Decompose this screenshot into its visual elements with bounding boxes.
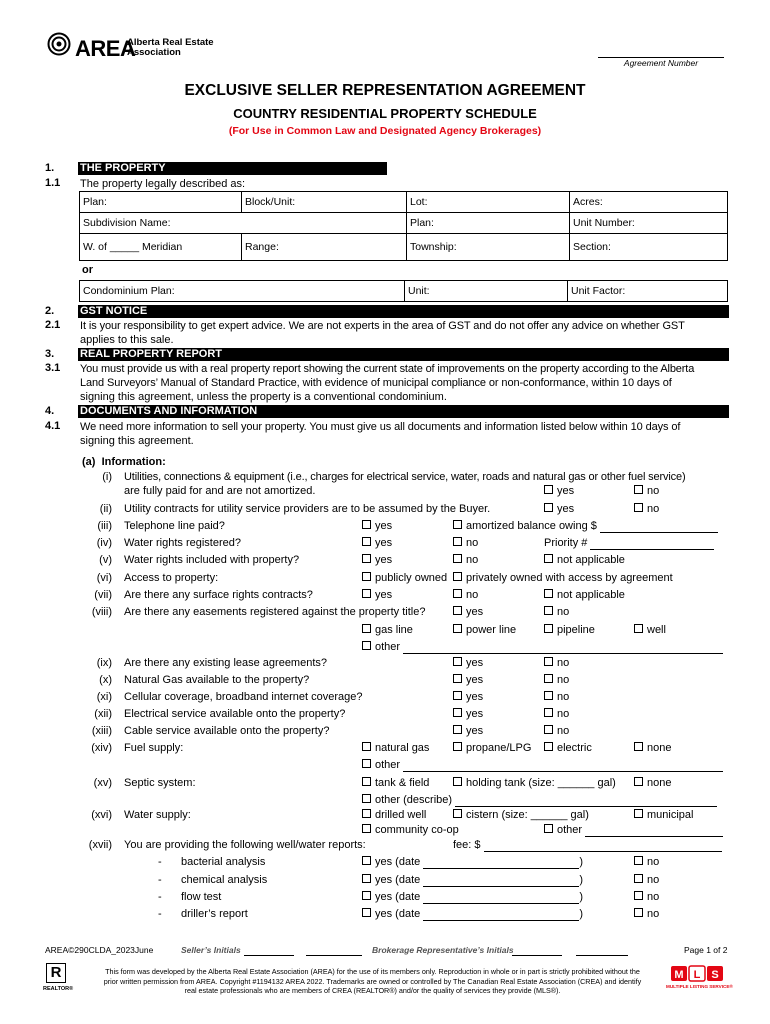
checkbox-icon (453, 742, 462, 751)
item-xvi-municipal-checkbox[interactable]: municipal (634, 808, 693, 822)
checkbox-icon (544, 554, 553, 563)
checkbox-icon (362, 572, 371, 581)
checkbox-icon (634, 503, 643, 512)
section-3-number: 3. (45, 348, 55, 360)
item-ii-number: (ii) (99, 503, 112, 515)
checkbox-icon (544, 674, 553, 683)
section-4-1-number: 4.1 (45, 420, 61, 432)
flow-test-date-blank[interactable] (423, 892, 579, 904)
report-flow-test-no-checkbox[interactable]: no (634, 890, 659, 904)
item-xii-no-checkbox[interactable]: no (544, 707, 569, 721)
item-xiv-number: (xiv) (91, 742, 112, 754)
report-chemical-yes-checkbox[interactable]: yes (date ) (362, 873, 583, 887)
document-title: EXCLUSIVE SELLER REPRESENTATION AGREEMENT (184, 82, 586, 99)
area-logo-text: AREA (75, 36, 136, 61)
document-usage-note: (For Use in Common Law and Designated Agency Brokerages) (228, 125, 542, 137)
item-v-number: (v) (99, 554, 112, 566)
item-viii-text: Are there any easements registered against the property title? (124, 606, 426, 618)
report-bacterial-no-checkbox[interactable]: no (634, 855, 659, 869)
checkbox-icon (453, 708, 462, 717)
item-i-text-line1: Utilities, connections & equipment (i.e., charges for electrical service, water, roads and natural gas or other fuel service) (124, 471, 686, 483)
township-field[interactable]: Township: (407, 234, 570, 261)
item-v-no-checkbox[interactable]: no (453, 553, 478, 567)
subdivision-name-field[interactable]: Subdivision Name: (80, 213, 407, 234)
seller-initials-blank-2[interactable] (306, 944, 362, 956)
item-vi-publicly-checkbox[interactable]: publicly owned (362, 571, 447, 585)
item-xiv-propane-checkbox[interactable]: propane/LPG (453, 741, 531, 755)
item-xv-text: Septic system: (124, 777, 196, 789)
report-flow-test-label: flow test (181, 891, 222, 903)
item-xv-number: (xv) (93, 777, 112, 789)
section-4-number: 4. (45, 405, 55, 417)
table-row (80, 213, 728, 234)
checkbox-icon (453, 624, 462, 633)
item-vii-not-applicable-checkbox[interactable]: not applicable (544, 588, 625, 602)
section-2-1-number: 2.1 (45, 319, 61, 331)
report-chemical-label: chemical analysis (181, 874, 268, 886)
checkbox-icon (453, 589, 462, 598)
bacterial-date-blank[interactable] (423, 857, 579, 869)
seller-initials-label: Seller’s Initials (181, 945, 241, 955)
item-xiv-none-checkbox[interactable]: none (634, 741, 671, 755)
checkbox-icon (544, 725, 553, 734)
report-drillers-no-checkbox[interactable]: no (634, 907, 659, 921)
section-2-title: GST NOTICE (78, 305, 729, 318)
report-bacterial-yes-checkbox[interactable]: yes (date ) (362, 855, 583, 869)
priority-blank[interactable] (590, 538, 714, 550)
report-drillers-yes-checkbox[interactable]: yes (date ) (362, 907, 583, 921)
range-field[interactable]: Range: (242, 234, 407, 261)
checkbox-icon (544, 657, 553, 666)
item-viii-number: (viii) (91, 606, 112, 618)
checkbox-icon (453, 572, 462, 581)
copyright-fine-print: This form was developed by the Alberta Real Estate Association (AREA) for the use of its members only. Reproduction in whole or in part is strictly prohibited without the prior written permission from AREA. Copyright #1194132 AREA 2022. Trademarks are owned or controlled by The Canadian Real Estate Association (CREA) and identify real estate professionals who are members of CREA (REALTOR®) and/or the quality of services they provide (MLS®). (103, 967, 642, 995)
checkbox-icon (634, 485, 643, 494)
checkbox-icon (362, 856, 371, 865)
item-xv-other-checkbox[interactable]: other (describe) (362, 793, 717, 807)
item-vii-yes-checkbox[interactable]: yes (362, 588, 392, 602)
item-ii-no-checkbox[interactable]: no (634, 502, 659, 516)
item-xiv-other-blank[interactable] (403, 760, 723, 772)
drillers-date-blank[interactable] (423, 909, 579, 921)
item-vii-no-checkbox[interactable]: no (453, 588, 478, 602)
item-viii-other-blank[interactable] (403, 642, 723, 654)
section-field[interactable]: Section: (570, 234, 728, 261)
checkbox-icon (362, 908, 371, 917)
item-viii-gas-line-checkbox[interactable]: gas line (362, 623, 413, 637)
item-xiv-other-checkbox[interactable]: other (362, 758, 723, 772)
mls-logo-caption: MULTIPLE LISTING SERVICE® (666, 984, 733, 989)
section-1-1-text: The property legally described as: (80, 178, 246, 190)
checkbox-icon (362, 809, 371, 818)
item-xi-no-checkbox[interactable]: no (544, 690, 569, 704)
item-ix-no-checkbox[interactable]: no (544, 656, 569, 670)
section-1-number: 1. (45, 162, 55, 174)
unit-field[interactable]: Unit: (405, 281, 568, 302)
checkbox-icon (362, 794, 371, 803)
item-vii-number: (vii) (94, 589, 112, 601)
fee-blank[interactable] (484, 840, 722, 852)
item-xiii-yes-checkbox[interactable]: yes (453, 724, 483, 738)
item-ix-text: Are there any existing lease agreements? (124, 657, 328, 669)
item-xiii-no-checkbox[interactable]: no (544, 724, 569, 738)
checkbox-icon (453, 777, 462, 786)
checkbox-icon (544, 485, 553, 494)
section-2-number: 2. (45, 305, 55, 317)
meridian-field[interactable]: W. of _____ Meridian (80, 234, 242, 261)
report-bullet: - (158, 908, 162, 920)
checkbox-icon (634, 809, 643, 818)
brokerage-initials-blank-2[interactable] (576, 944, 628, 956)
checkbox-icon (362, 554, 371, 563)
item-iv-number: (iv) (96, 537, 112, 549)
item-xi-text: Cellular coverage, broadband internet coverage? (124, 691, 363, 703)
section-2-1-text: It is your responsibility to get expert advice. We are not experts in the area of GST and do not offer any advice on whether GST applies to this sale. (80, 320, 685, 346)
report-bullet: - (158, 856, 162, 868)
checkbox-icon (544, 708, 553, 717)
checkbox-icon (362, 891, 371, 900)
checkbox-icon (453, 554, 462, 563)
agreement-number-label: Agreement Number (623, 58, 699, 68)
checkbox-icon (544, 742, 553, 751)
checkbox-icon (544, 503, 553, 512)
checkbox-icon (362, 641, 371, 650)
brokerage-initials-label: Brokerage Representative’s Initials (372, 945, 514, 955)
item-v-yes-checkbox[interactable]: yes (362, 553, 392, 567)
checkbox-icon (544, 691, 553, 700)
item-xv-tank-field-checkbox[interactable]: tank & field (362, 776, 429, 790)
checkbox-icon (362, 537, 371, 546)
plan-field[interactable]: Plan: (80, 192, 242, 213)
svg-text:M: M (674, 969, 684, 981)
area-logo-mark-icon (47, 32, 71, 56)
subsection-a-heading: (a) Information: (82, 456, 166, 468)
item-xvi-number: (xvi) (91, 809, 112, 821)
item-i-no-checkbox[interactable]: no (634, 484, 659, 498)
item-xvi-community-checkbox[interactable]: community co-op (362, 823, 459, 837)
checkbox-icon (453, 657, 462, 666)
item-x-text: Natural Gas available to the property? (124, 674, 310, 686)
document-subtitle: COUNTRY RESIDENTIAL PROPERTY SCHEDULE (233, 106, 537, 121)
item-v-not-applicable-checkbox[interactable]: not applicable (544, 553, 625, 567)
form-code: AREA©290CLDA_2023June (45, 945, 154, 955)
item-i-yes-checkbox[interactable]: yes (544, 484, 574, 498)
checkbox-icon (362, 824, 371, 833)
page-number: Page 1 of 2 (684, 945, 728, 955)
item-iii-text: Telephone line paid? (124, 520, 225, 532)
item-xi-yes-checkbox[interactable]: yes (453, 690, 483, 704)
block-unit-field[interactable]: Block/Unit: (242, 192, 407, 213)
item-xiii-text: Cable service available onto the property? (124, 725, 330, 737)
item-xii-yes-checkbox[interactable]: yes (453, 707, 483, 721)
item-xvi-text: Water supply: (124, 809, 191, 821)
chemical-date-blank[interactable] (423, 875, 579, 887)
item-viii-other-checkbox[interactable]: other (362, 640, 723, 654)
item-vii-text: Are there any surface rights contracts? (124, 589, 313, 601)
item-iii-number: (iii) (97, 520, 112, 532)
item-xiv-electric-checkbox[interactable]: electric (544, 741, 592, 755)
item-vi-privately-checkbox[interactable]: privately owned with access by agreement (453, 571, 673, 585)
item-xvi-other-checkbox[interactable]: other (544, 823, 723, 837)
plan-2-field[interactable]: Plan: (407, 213, 570, 234)
or-label: or (82, 264, 93, 276)
amortized-balance-blank[interactable] (600, 521, 718, 533)
condominium-table (79, 280, 728, 302)
checkbox-icon (362, 874, 371, 883)
item-viii-well-checkbox[interactable]: well (634, 623, 666, 637)
checkbox-icon (634, 742, 643, 751)
lot-field[interactable]: Lot: (407, 192, 570, 213)
section-3-1-text: You must provide us with a real property report showing the current state of improvements on the property according to the Alberta Land Surveyors’ Manual of Standard Practice, with evidence of municipal compliance or non-conformance, within 10 days of signing this agreement, unless the property is a conventional condominium. (80, 363, 695, 403)
item-xvi-drilled-well-checkbox[interactable]: drilled well (362, 808, 426, 822)
checkbox-icon (544, 824, 553, 833)
checkbox-icon (362, 742, 371, 751)
checkbox-icon (362, 520, 371, 529)
item-xv-none-checkbox[interactable]: none (634, 776, 671, 790)
checkbox-icon (634, 624, 643, 633)
checkbox-icon (362, 759, 371, 768)
item-x-no-checkbox[interactable]: no (544, 673, 569, 687)
checkbox-icon (453, 674, 462, 683)
section-4-1-text: We need more information to sell your property. You must give us all documents and information listed below within 10 days of signing this agreement. (80, 421, 681, 447)
checkbox-icon (362, 589, 371, 598)
item-iv-text: Water rights registered? (124, 537, 241, 549)
acres-field[interactable]: Acres: (570, 192, 728, 213)
item-xii-text: Electrical service available onto the property? (124, 708, 346, 720)
item-vi-number: (vi) (96, 572, 112, 584)
checkbox-icon (453, 725, 462, 734)
item-viii-yes-checkbox[interactable]: yes (453, 605, 483, 619)
item-vi-text: Access to property: (124, 572, 219, 584)
area-logo-subtext: Alberta Real Estate Association (127, 37, 214, 58)
checkbox-icon (453, 606, 462, 615)
table-row (80, 234, 728, 261)
item-xvi-cistern-checkbox[interactable]: cistern (size: ______ gal) (453, 808, 589, 822)
condominium-plan-field[interactable]: Condominium Plan: (80, 281, 405, 302)
item-viii-no-checkbox[interactable]: no (544, 605, 569, 619)
checkbox-icon (634, 874, 643, 883)
item-viii-pipeline-checkbox[interactable]: pipeline (544, 623, 595, 637)
section-1-1-number: 1.1 (45, 177, 61, 189)
section-1-title: THE PROPERTY (78, 162, 387, 175)
table-row (80, 281, 728, 302)
item-xiv-natural-gas-checkbox[interactable]: natural gas (362, 741, 429, 755)
item-iv-priority: Priority # (544, 536, 714, 550)
item-xi-number: (xi) (96, 691, 112, 703)
seller-initials-blank-1[interactable] (244, 944, 294, 956)
item-xv-other-blank[interactable] (455, 795, 717, 807)
checkbox-icon (453, 537, 462, 546)
checkbox-icon (453, 809, 462, 818)
checkbox-icon (634, 891, 643, 900)
checkbox-icon (544, 589, 553, 598)
report-bullet: - (158, 874, 162, 886)
item-ii-yes-checkbox[interactable]: yes (544, 502, 574, 516)
checkbox-icon (362, 777, 371, 786)
item-x-yes-checkbox[interactable]: yes (453, 673, 483, 687)
checkbox-icon (544, 606, 553, 615)
item-xiv-text: Fuel supply: (124, 742, 184, 754)
item-v-text: Water rights included with property? (124, 554, 300, 566)
brokerage-initials-blank-1[interactable] (512, 944, 562, 956)
mls-logo-icon (671, 964, 725, 982)
item-iii-amortized-checkbox[interactable]: amortized balance owing $ (453, 519, 718, 533)
item-iv-no-checkbox[interactable]: no (453, 536, 478, 550)
section-3-1-number: 3.1 (45, 362, 61, 374)
item-xvii-text: You are providing the following well/water reports: (124, 839, 366, 851)
item-xiii-number: (xiii) (91, 725, 112, 737)
item-xvi-other-blank[interactable] (585, 825, 723, 837)
table-row (80, 192, 728, 213)
unit-factor-field[interactable]: Unit Factor: (568, 281, 728, 302)
checkbox-icon (453, 691, 462, 700)
item-i-number: (i) (102, 471, 112, 483)
checkbox-icon (634, 777, 643, 786)
unit-number-field[interactable]: Unit Number: (570, 213, 728, 234)
item-iv-yes-checkbox[interactable]: yes (362, 536, 392, 550)
section-3-title: REAL PROPERTY REPORT (78, 348, 729, 361)
checkbox-icon (362, 624, 371, 633)
item-viii-power-line-checkbox[interactable]: power line (453, 623, 516, 637)
checkbox-icon (634, 908, 643, 917)
item-xv-holding-tank-checkbox[interactable]: holding tank (size: ______ gal) (453, 776, 616, 790)
item-x-number: (x) (99, 674, 112, 686)
section-4-title: DOCUMENTS AND INFORMATION (78, 405, 729, 418)
item-xii-number: (xii) (94, 708, 112, 720)
report-flow-test-yes-checkbox[interactable]: yes (date ) (362, 890, 583, 904)
checkbox-icon (453, 520, 462, 529)
checkbox-icon (634, 856, 643, 865)
item-ii-text: Utility contracts for utility service providers are to be assumed by the Buyer. (124, 503, 491, 515)
item-ix-yes-checkbox[interactable]: yes (453, 656, 483, 670)
svg-text:L: L (693, 969, 701, 981)
realtor-logo-text: REALTOR® (43, 986, 74, 992)
item-xvii-number: (xvii) (88, 839, 112, 851)
report-bacterial-label: bacterial analysis (181, 856, 266, 868)
item-i-text-line2: are fully paid for and are not amortized. (124, 485, 316, 497)
item-iii-yes-checkbox[interactable]: yes (362, 519, 392, 533)
legal-description-table (79, 191, 728, 261)
realtor-logo-icon: R (46, 963, 66, 983)
report-bullet: - (158, 891, 162, 903)
item-ix-number: (ix) (96, 657, 112, 669)
checkbox-icon (544, 624, 553, 633)
item-xvii-fee: fee: $ (453, 838, 722, 852)
svg-text:S: S (711, 969, 719, 981)
report-drillers-label: driller’s report (181, 908, 248, 920)
report-chemical-no-checkbox[interactable]: no (634, 873, 659, 887)
